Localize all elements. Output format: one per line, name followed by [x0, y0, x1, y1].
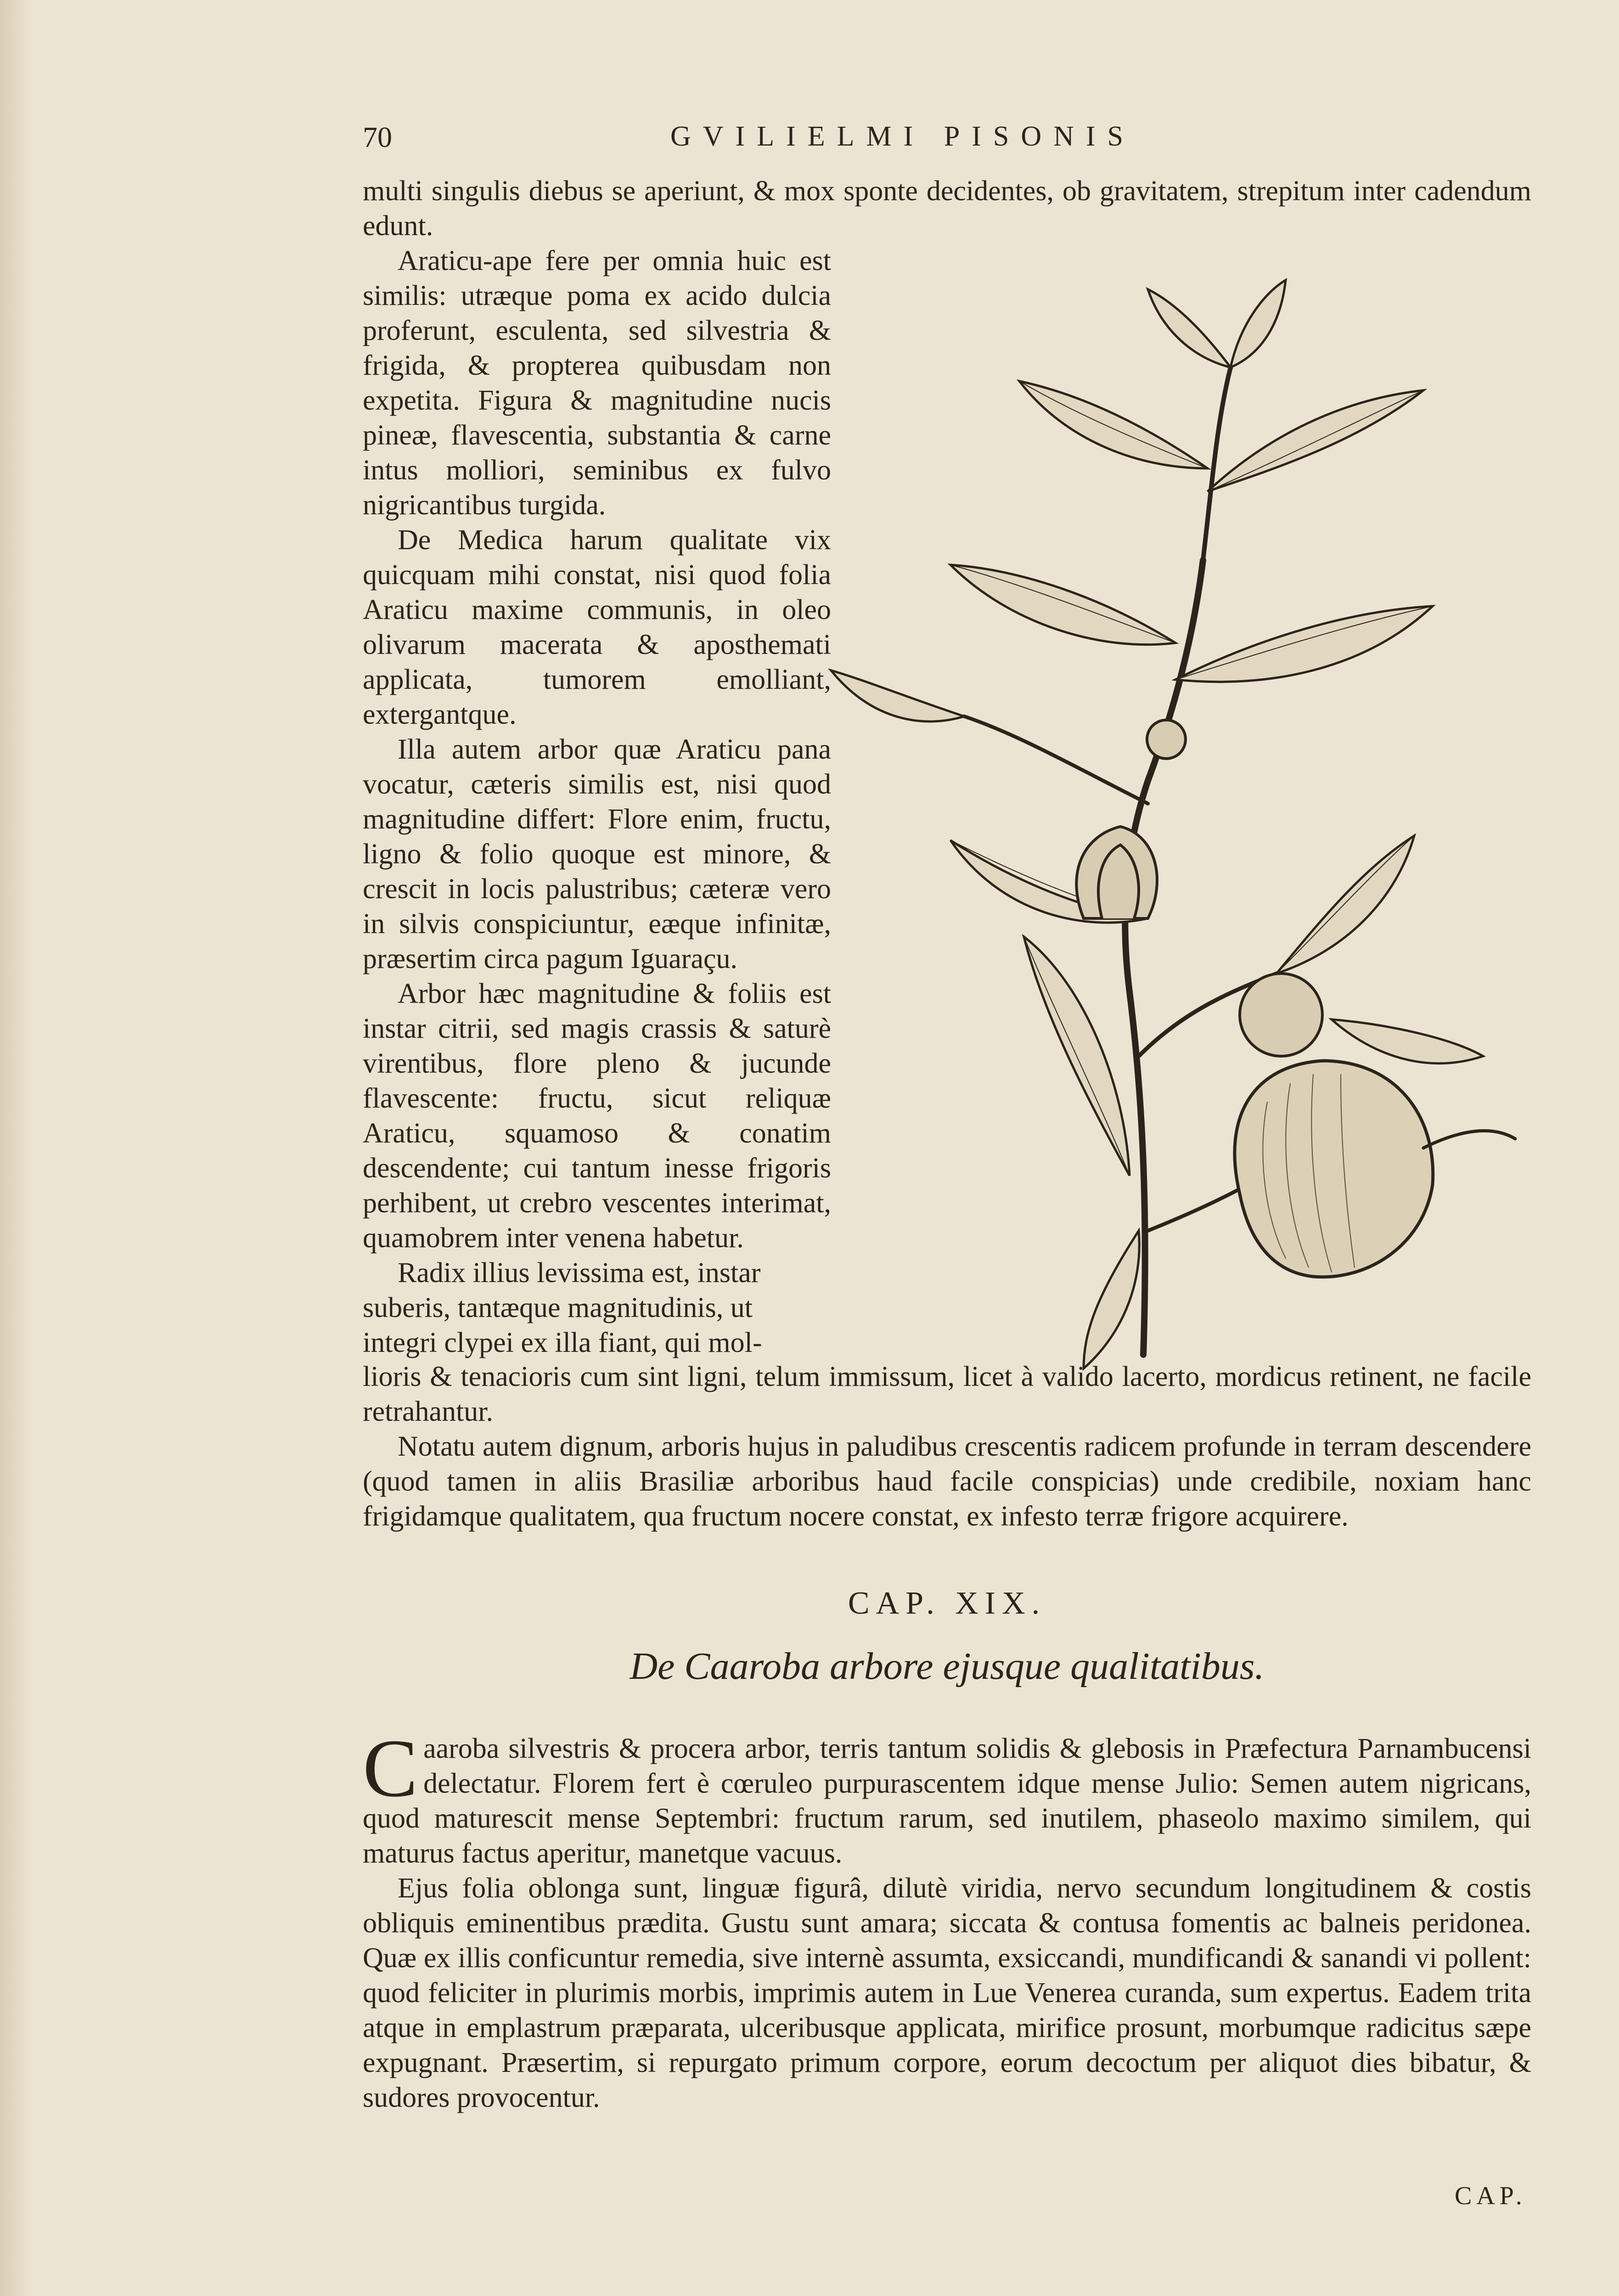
- page-number: 70: [363, 121, 392, 153]
- paragraph-araticu-ape: Araticu-ape fere per omnia huic est similis: utræque poma ex acido dulcia proferunt, esculenta, sed silvestria & frigida, & propterea quibusdam non expetita. Figura & magnitudine nucis pineæ, flavescentia, substantia & carne intus molliori, seminibus ex fulvo nigricantibus turgida.: [363, 245, 831, 521]
- paragraph-caaroba: [363, 1722, 1531, 1871]
- leaf-veins: [950, 381, 1433, 1176]
- radix-continuation: lioris & tenacioris cum sint ligni, telum immissum, licet à valido lacerto, mordicus retinent, ne facile retrahantur.: [363, 1361, 1531, 1427]
- page-gutter-shadow: [0, 0, 32, 2296]
- paragraph-araticu-pana: Illa autem arbor quæ Araticu pana vocatur, cæteris similis est, nisi quod magnitudine differt: Flore enim, fructu, ligno & folio quoque est minore, & crescit in locis palustribus; cæteræ vero in silvis conspiciuntur, eæque infinitæ, præsertim circa pagum Iguaraçu.: [363, 734, 831, 974]
- fruit-stalk: [1423, 1131, 1515, 1148]
- small-fruit: [1240, 974, 1322, 1056]
- running-head: GVILIELMI PISONIS: [670, 121, 1136, 152]
- text-column: [363, 243, 831, 1360]
- botanical-engraving: [826, 276, 1543, 1387]
- small-fruit: [1147, 720, 1186, 759]
- chapter-number: CAP. XIX.: [848, 1586, 1046, 1621]
- chapter-title: De Caaroba arbore ejusque qualitatibus.: [630, 1645, 1265, 1688]
- intro-text: multi singulis diebus se aperiunt, & mox sponte decidentes, ob gravitatem, strepitum inter cadendum edunt.: [363, 175, 1531, 242]
- page-header: [363, 120, 1534, 166]
- paragraph-notatu: Notatu autem dignum, arboris hujus in paludibus crescentis radicem profunde in terram descendere (quod tamen in aliis Brasiliæ arboribus haud facile conspicias) unde credibile, noxiam hanc frigidamque qualitatem, qua fructum nocere constat, ex infesto terræ frigore acquirere.: [363, 1431, 1531, 1532]
- paragraph-arbor: Arbor hæc magnitudine & foliis est instar citrii, sed magis crassis & saturè virentibus, flore pleno & jucunde flavescente: fructu, sicut reliquæ Araticu, squamoso & conatim descendente; cui tantum inesse frigoris perhibent, ut crebro vescentes interimat, quamobrem inter venena habetur.: [363, 978, 831, 1254]
- catchword: CAP.: [1455, 2182, 1527, 2210]
- intro-paragraph: [363, 174, 1531, 243]
- paragraph-folia: Ejus folia oblonga sunt, linguæ figurâ, dilutè viridia, nervo secundum longitudinem & costis obliquis eminentibus prædita. Gustu sunt amara; siccata & contusa fomentis ac balneis peridonea. Quæ ex illis conficuntur remedia, sive internè assumta, exsiccandi, mundificandi & sanandi vi pollent: quod feliciter in plurimis morbis, imprimis autem in Lue Venerea curanda, sum expertus. Eadem trita atque in emplastrum præparata, ulceribusque applicata, mirifice prosunt, morbumque radicitus sæpe expugnant. Præsertim, si repurgato primum corpore, eorum decoctum per aliquot dies bibatur, & sudores provocentur.: [363, 1873, 1531, 2113]
- caaroba-text: aaroba silvestris & procera arbor, terris tantum solidis & glebosis in Præfectura Parnambucensi delectatur. Florem fert è cœruleo purpurascentem idque mense Julio: Semen autem nigricans, quod maturescit mense Septembri: fructum rarum, sed inutilem, phaseolo maximo similem, qui maturus factus aperitur, manetque vacuus.: [363, 1733, 1531, 1869]
- text-after-plate: [363, 1359, 1531, 1534]
- flower: [1076, 827, 1157, 918]
- large-fruit: [1235, 1061, 1433, 1277]
- plant-branch: [964, 716, 1148, 804]
- chapter-body: [363, 1722, 1531, 2115]
- drop-capital: C: [363, 1722, 418, 1814]
- paragraph-medica: De Medica harum qualitate vix quicquam mihi constat, nisi quod folia Araticu maxime communis, in oleo olivarum macerata & aposthemati applicata, tumorem emolliant, extergantque.: [363, 524, 831, 730]
- paragraph-radix: [363, 1255, 831, 1360]
- plant-branch: [1203, 367, 1231, 560]
- radix-column-text: Radix illius levissima est, instar suberis, tantæque magnitudinis, ut integri clypei ex illa fiant, qui mol-: [363, 1257, 762, 1358]
